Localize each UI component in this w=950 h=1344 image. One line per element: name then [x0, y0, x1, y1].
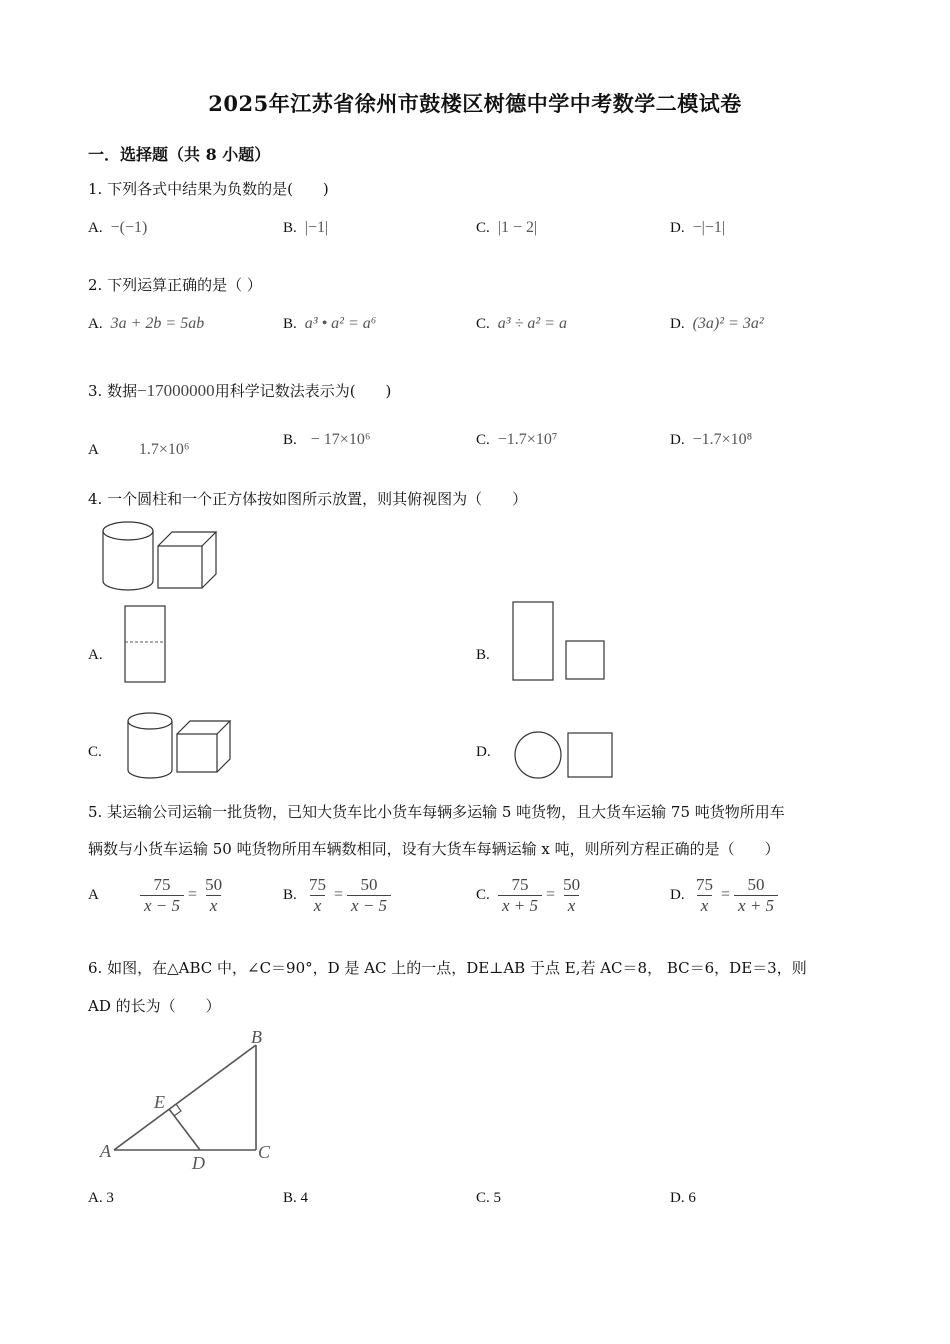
q4-option-b-figure — [510, 600, 610, 684]
option-letter: B. — [283, 432, 297, 448]
q1-option-b[interactable] — [283, 218, 328, 237]
cube-top — [177, 721, 230, 734]
numerator: 75 — [153, 874, 171, 894]
side-ab — [114, 1045, 256, 1150]
q5-line1: 5. 某运输公司运输一批货物，已知大货车比小货车每辆多运输 5 吨货物，且大货车运输 75 吨货物所用车 — [88, 803, 785, 821]
option-expr: |1 − 2| — [497, 219, 538, 236]
square-view — [568, 733, 612, 777]
q5-option-a[interactable] — [88, 870, 226, 920]
denominator: x — [310, 895, 326, 916]
numerator: 50 — [563, 874, 581, 894]
fraction-right — [347, 875, 391, 916]
numerator: 75 — [309, 874, 326, 894]
cube-side — [217, 721, 230, 772]
equals-sign: = — [721, 886, 731, 903]
q4-option-a-figure — [122, 604, 168, 684]
option-letter: C. — [476, 220, 490, 236]
q4-option-a[interactable] — [88, 645, 103, 664]
option-expr: |−1| — [304, 219, 329, 236]
fraction-left — [305, 875, 330, 916]
option-letter: C. — [476, 886, 490, 903]
equals-sign: = — [334, 886, 344, 903]
q2-option-c[interactable] — [476, 314, 567, 333]
section-heading: 一．选择题（共 8 小题） — [88, 145, 271, 164]
q2-option-b[interactable] — [283, 314, 376, 333]
q4-option-d-figure — [510, 730, 616, 780]
square — [566, 641, 604, 679]
q3-stem — [88, 380, 391, 401]
option-expr: a³ • a² = a⁶ — [304, 315, 377, 332]
option-letter: D. — [670, 432, 685, 448]
q2-stem: 2. 下列运算正确的是（ ） — [88, 276, 262, 294]
rect-view — [125, 606, 165, 682]
point-label-e: E — [154, 1092, 165, 1112]
numerator: 50 — [205, 874, 223, 894]
point-label-b: B — [251, 1027, 262, 1047]
q1-option-c[interactable] — [476, 218, 537, 237]
cylinder-bottom — [103, 581, 153, 590]
circle-view — [515, 732, 561, 778]
q4-figure-solids — [100, 518, 225, 596]
q6-option-c[interactable]: C. 5 — [476, 1190, 502, 1206]
q3-option-a[interactable] — [88, 430, 189, 459]
fraction-right — [201, 875, 226, 916]
q4-stem: 4. 一个圆柱和一个正方体按如图所示放置，则其俯视图为（ ） — [88, 490, 528, 508]
cylinder-top — [103, 522, 153, 540]
numerator: 50 — [747, 874, 765, 894]
q6-line2: AD 的长为（ ） — [88, 997, 221, 1015]
q4-option-b[interactable] — [476, 645, 490, 664]
fraction-left — [692, 875, 717, 916]
q2-option-d[interactable] — [670, 314, 764, 333]
option-expr: −1.7×10⁷ — [497, 431, 558, 448]
option-expr: 3a + 2b = 5ab — [110, 315, 205, 332]
cube-top — [158, 532, 216, 546]
option-letter: B. — [283, 316, 297, 332]
q5-option-b[interactable] — [283, 870, 391, 920]
cube-side — [202, 532, 216, 588]
cube-front — [158, 546, 202, 588]
denominator: x — [564, 895, 580, 916]
option-letter: A. — [88, 647, 103, 663]
option-letter: D. — [670, 220, 685, 236]
numerator: 75 — [696, 874, 713, 894]
option-letter: A. — [88, 316, 103, 332]
denominator: x + 5 — [734, 895, 778, 916]
option-expr: 1.7×10⁶ — [138, 441, 190, 458]
denominator: x + 5 — [498, 895, 542, 916]
q4-option-d[interactable] — [476, 742, 491, 761]
point-label-c: C — [258, 1142, 271, 1162]
q3-number: −17000000 — [137, 381, 215, 400]
q3-option-b[interactable] — [283, 430, 370, 449]
numerator: 50 — [360, 874, 378, 894]
option-letter: B. — [283, 220, 297, 236]
denominator: x − 5 — [347, 895, 391, 916]
q1-option-a[interactable] — [88, 218, 147, 237]
option-letter: A. — [88, 220, 103, 236]
point-label-d: D — [192, 1153, 205, 1173]
q6-option-b[interactable]: B. 4 — [283, 1190, 309, 1206]
denominator: x — [697, 895, 713, 916]
option-expr: − 17×10⁶ — [310, 431, 371, 448]
cylinder-top — [128, 713, 172, 729]
q6-option-d[interactable]: D. 6 — [670, 1190, 696, 1206]
q5-option-d[interactable] — [670, 870, 778, 920]
q1-option-d[interactable] — [670, 218, 725, 237]
q6-triangle-figure — [96, 1025, 286, 1175]
page-title: 2025年江苏省徐州市鼓楼区树德中学中考数学二模试卷 — [208, 91, 742, 116]
q6-option-a[interactable]: A. 3 — [88, 1190, 114, 1206]
option-expr: −|−1| — [692, 219, 726, 236]
option-letter: C. — [476, 316, 490, 332]
fraction-left — [140, 875, 184, 916]
equals-sign: = — [188, 886, 198, 903]
option-letter: B. — [283, 886, 297, 903]
option-letter: B. — [476, 647, 490, 663]
denominator: x — [206, 895, 222, 916]
cube-front — [177, 734, 217, 772]
q5-line2: 辆数与小货车运输 50 吨货物所用车辆数相同，设有大货车每辆运输 x 吨，则所列方程正确的是（ ） — [88, 840, 780, 858]
q6-line1: 6. 如图，在△ABC 中，∠C＝90°，D 是 AC 上的一点，DE⊥AB 于点 E,若 AC＝8， BC＝6，DE＝3，则 — [88, 959, 807, 977]
option-letter: A — [88, 886, 99, 903]
option-expr: (3a)² = 3a² — [692, 315, 764, 332]
option-letter: A — [88, 442, 99, 458]
option-letter: D. — [670, 886, 685, 903]
q3-stem-b: 用科学记数法表示为( ) — [214, 382, 392, 400]
fraction-left — [498, 875, 542, 916]
option-letter: D. — [670, 316, 685, 332]
option-expr: −(−1) — [110, 219, 148, 236]
option-letter: C. — [88, 744, 102, 760]
cylinder-bottom — [128, 770, 172, 778]
q5-option-c[interactable] — [476, 870, 584, 920]
option-expr: −1.7×10⁸ — [692, 431, 753, 448]
q4-option-c-figure — [125, 710, 235, 782]
q2-option-a[interactable] — [88, 314, 204, 333]
q3-stem-a: 3. 数据 — [88, 382, 138, 400]
segment-de — [169, 1109, 200, 1150]
tall-rect — [513, 602, 553, 680]
option-letter: C. — [476, 432, 490, 448]
denominator: x − 5 — [140, 895, 184, 916]
q4-option-c[interactable] — [88, 742, 102, 761]
q3-option-c[interactable] — [476, 430, 557, 449]
point-label-a: A — [100, 1141, 111, 1161]
option-expr: a³ ÷ a² = a — [497, 315, 567, 332]
fraction-right — [559, 875, 584, 916]
q1-stem: 1. 下列各式中结果为负数的是( ) — [88, 180, 329, 198]
fraction-right — [734, 875, 778, 916]
option-letter: D. — [476, 744, 491, 760]
equals-sign: = — [546, 886, 556, 903]
numerator: 75 — [511, 874, 529, 894]
q3-option-d[interactable] — [670, 430, 752, 449]
